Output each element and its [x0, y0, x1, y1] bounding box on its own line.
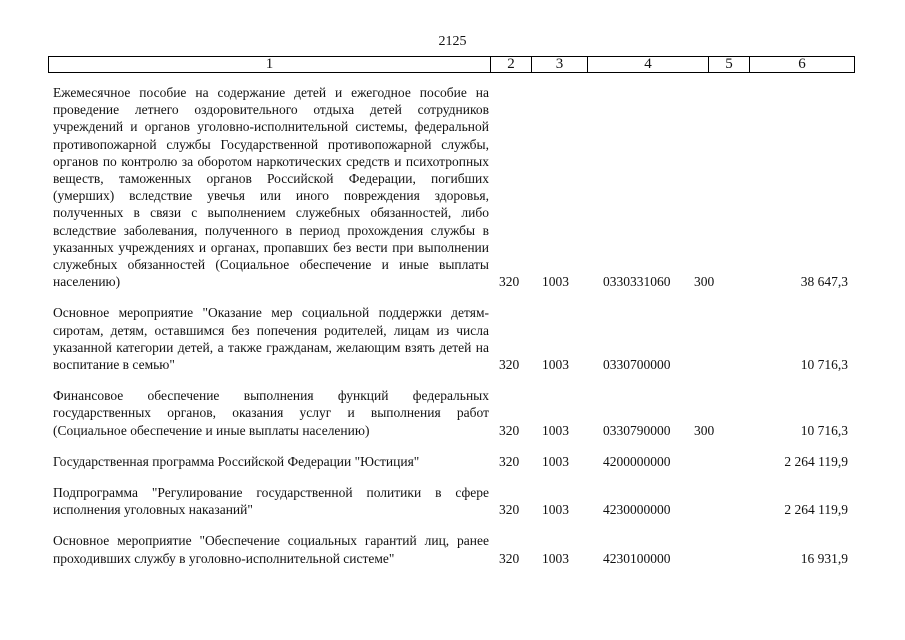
row-target-article: 4200000000 — [603, 453, 671, 469]
row-description: Финансовое обеспечение выполнения функций федеральных государственных органов, оказания услуг и выполнения работ (Социальное обеспечение и иные выплаты населению) — [53, 388, 489, 438]
page-number: 2125 — [438, 34, 467, 49]
row-glava: 320 — [499, 422, 520, 438]
row-target-article: 4230100000 — [603, 550, 671, 566]
row-description: Ежемесячное пособие на содержание детей и ежегодное пособие на проведение летнего оздоровительного отдыха детей сотрудников учреждений и органов уголовно-исполнительной системы, федеральной противопожарной службы Государственной противопожарной службы, органов по контролю за оборотом наркотических средств и психотропных веществ, таможенных органов Российской Федерации, погибших (умерших) вследствие увечья или иного повреждения здоровья, полученных в связи с выполнением служебных обязанностей, либо вследствие заболевания, полученного в период прохождения службы в указанных учреждениях и органах, пропавших без вести при выполнении служебных обязанностей (Социальное обеспечение и иные выплаты населению) — [53, 85, 489, 290]
row-razdel: 1003 — [542, 274, 569, 290]
row-razdel: 1003 — [542, 453, 569, 469]
row-description: Государственная программа Российской Федерации "Юстиция" — [53, 453, 420, 469]
row-glava: 320 — [499, 502, 520, 518]
table-row — [53, 453, 848, 470]
row-target-article: 4230000000 — [603, 502, 671, 518]
row-glava: 320 — [499, 550, 520, 566]
row-razdel: 1003 — [542, 422, 569, 438]
row-sum: 2 264 119,9 — [784, 453, 848, 469]
row-sum: 10 716,3 — [800, 357, 848, 373]
row-sum: 10 716,3 — [800, 422, 848, 438]
row-razdel: 1003 — [542, 550, 569, 566]
row-target-article: 0330790000 — [603, 422, 671, 438]
header-row — [49, 57, 855, 73]
row-target-article: 0330331060 — [603, 274, 671, 290]
header-col-5: 5 — [709, 57, 750, 73]
header-col-1: 1 — [49, 57, 491, 73]
row-expense-type: 300 — [694, 274, 715, 290]
table-row — [53, 304, 848, 373]
row-sum: 38 647,3 — [800, 274, 848, 290]
row-sum: 2 264 119,9 — [784, 502, 848, 518]
row-expense-type: 300 — [694, 422, 715, 438]
row-description: Основное мероприятие "Обеспечение социальных гарантий лиц, ранее проходивших службу в уголовно-исполнительной системе" — [53, 533, 489, 566]
header-col-3: 3 — [532, 57, 588, 73]
header-col-6: 6 — [750, 57, 855, 73]
table-row — [53, 484, 848, 518]
row-glava: 320 — [499, 274, 520, 290]
header-col-4: 4 — [588, 57, 709, 73]
table-row — [53, 84, 848, 290]
row-description: Основное мероприятие "Оказание мер социальной поддержки детям-сиротам, детям, оставшимся без попечения родителей, лицам из числа указанной категории детей, а также гражданам, желающим взять детей на воспитание в семью" — [53, 305, 489, 373]
table-row — [53, 532, 848, 566]
table-row — [53, 387, 848, 439]
header-col-2: 2 — [491, 57, 532, 73]
column-number-header — [48, 56, 855, 73]
row-glava: 320 — [499, 453, 520, 469]
budget-rows — [53, 84, 848, 581]
row-sum: 16 931,9 — [800, 550, 848, 566]
row-description: Подпрограмма "Регулирование государственной политики в сфере исполнения уголовных наказаний" — [53, 485, 489, 518]
row-glava: 320 — [499, 357, 520, 373]
row-target-article: 0330700000 — [603, 357, 671, 373]
row-razdel: 1003 — [542, 357, 569, 373]
row-razdel: 1003 — [542, 502, 569, 518]
